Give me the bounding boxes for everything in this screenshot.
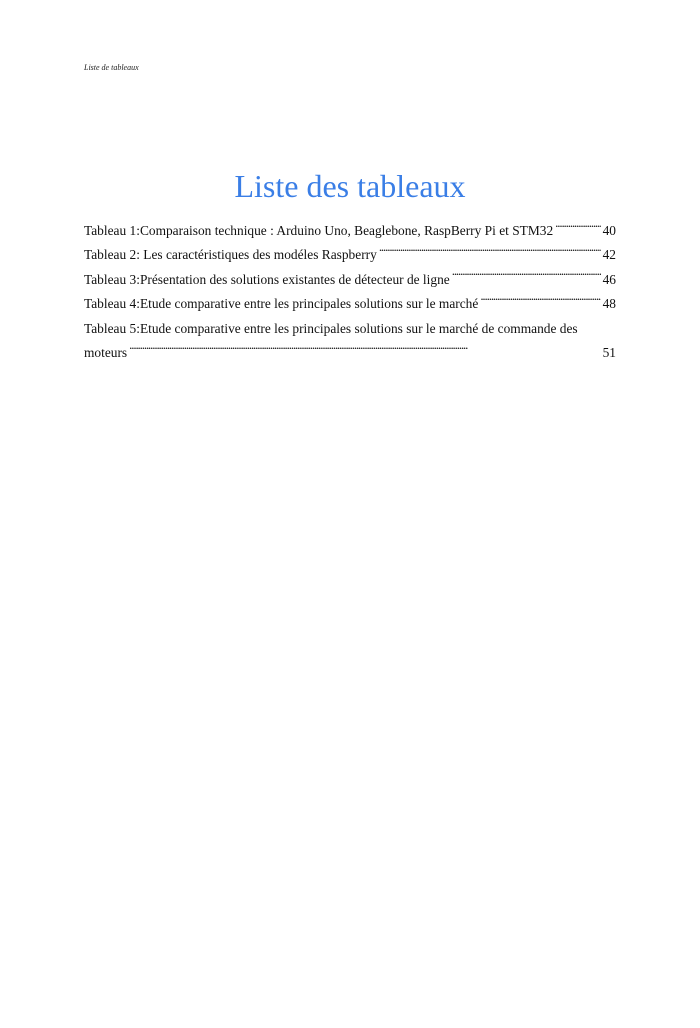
dot-leader [555, 222, 600, 235]
entry-label: Tableau 3:Présentation des solutions existantes de détecteur de ligne [84, 271, 450, 287]
table-entry-4[interactable] [84, 292, 616, 316]
table-entry-3[interactable] [84, 268, 616, 292]
page-title: Liste des tableaux [234, 168, 466, 204]
entry-label: Tableau 4:Etude comparative entre les principales solutions sur le marché [84, 296, 479, 312]
dot-leader [129, 344, 600, 357]
entry-page-number: 51 [602, 345, 616, 361]
entry-page-number: 40 [602, 223, 616, 238]
entry-page-number: 42 [602, 247, 616, 263]
table-entry-2[interactable] [84, 243, 616, 267]
dot-leader [379, 246, 601, 259]
entry-label: Tableau 1:Comparaison technique : Arduino Uno, Beaglebone, RaspBerry Pi et STM32 [84, 223, 554, 238]
entry-label-line-1: Tableau 5:Etude comparative entre les principales solutions sur le marché de commande des [84, 320, 578, 336]
running-header: Liste de tableaux [84, 63, 139, 72]
table-entry-1[interactable] [84, 219, 616, 243]
entry-label-line-2: moteurs [84, 345, 128, 361]
entry-page-number: 48 [602, 296, 616, 312]
table-entry-5[interactable] [84, 317, 616, 366]
dot-leader [480, 295, 600, 308]
entry-page-number: 46 [602, 271, 616, 287]
entry-label: Tableau 2: Les caractéristiques des modéles Raspberry [84, 247, 377, 263]
table-list [84, 219, 616, 365]
dot-leader [452, 270, 601, 283]
